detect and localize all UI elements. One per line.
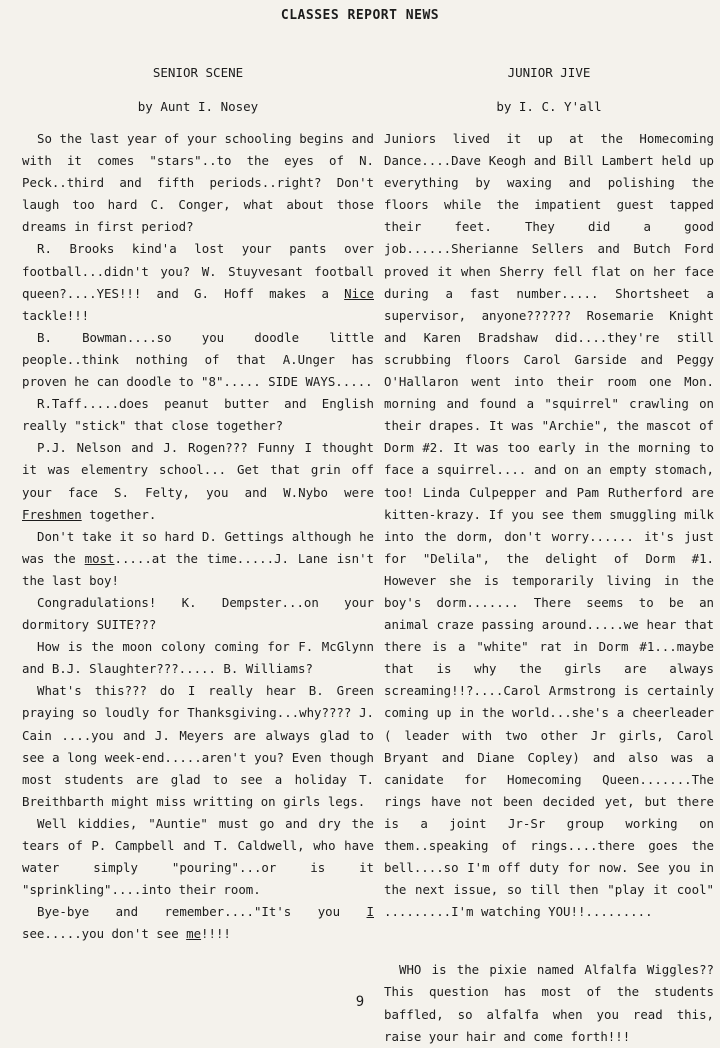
senior-paragraph: How is the moon colony coming for F. McGlynn and B.J. Slaughter???..... B. Williams?	[22, 639, 374, 677]
junior-jive-title: JUNIOR JIVE	[507, 65, 591, 80]
junior-paragraph: Juniors lived it up at the Homecoming Dance....Dave Keogh and Bill Lambert held up everything by waxing and polishing the floors while the impatient guest tapped their feet. They did a good job......Sherianne Sellers and Butch Ford proved it when Sherry fell flat on her face during a fast number..... Shortsheet a supervisor, anyone?????? Rosemarie Knight and Karen Bradshaw did....they're still scrubbing floors Carol Garside and Peggy O'Hallaron went into their room one Mon. morning and found a "squirrel" crawling on their drapes. It was "Archie", the mascot of Dorm #2. It was too early in the morning to face a squirrel.... and on an empty stomach, too! Linda Culpepper and Pam Rutherford are kitten-krazy. If you see them smuggling milk into the dorm, don't worry...... it's just for "Delila", the delight of Dorm #1. However she is temporarily living in the boy's dorm....... There seems to be an animal craze passing around.....we hear that there is a "white" rat in Dorm #1...maybe that is why the girls are always screaming!!?....Carol Armstrong is certainly coming up in the world...she's a cheerleader ( leader with two other Jr girls, Carol Bryant and Diane Copley) and also was a canidate for Homecoming Queen.......The rings have not been decided yet, but there is a joint Jr-Sr group working on them..speaking of rings....there goes the bell....so I'm off duty for now. See you in the next issue, so till then "play it cool" .........I'm watching YOU!!.........	[384, 131, 714, 920]
senior-paragraph: Don't take it so hard D. Gettings although he was the most.....at the time.....J. Lane isn't the last boy!	[22, 528, 375, 588]
senior-paragraph: What's this??? do I really hear B. Green praying so loudly for Thanksgiving...why???? J. Cain ....you and J. Meyers are always glad to see a long week-end.....aren't you? Even though most students are glad to see a holiday T. Breithbarth might miss writting on girls legs.	[22, 683, 374, 809]
senior-paragraph: B. Bowman....so you doodle little people..think nothing of that A.Unger has proven he can doodle to "8"..... SIDE WAYS.....	[22, 329, 374, 390]
senior-paragraph: P.J. Nelson and J. Rogen??? Funny I thought it was elementry school... Get that grin off your face S. Felty, you and W.Nybo were Freshmen together.	[22, 440, 374, 522]
senior-paragraph: R. Brooks kind'a lost your pants over football...didn't you? W. Stuyvesant football queen?....YES!!! and G. Hoff makes a Nice tackle!!!	[22, 241, 374, 323]
underlined-word: Nice	[344, 285, 374, 301]
senior-scene-byline: by Aunt I. Nosey	[137, 99, 259, 114]
underlined-word: me	[186, 926, 202, 942]
senior-paragraph: Bye-bye and remember...."It's you I see.....you don't see me!!!!	[22, 904, 374, 942]
underlined-word: I	[366, 904, 374, 920]
senior-scene-column	[22, 62, 374, 945]
senior-paragraph: So the last year of your schooling begins and with it comes "stars"..to the eyes of N. Peck..third and fifth periods..right? Don't laugh too hard C. Conger, what about those dreams in first period?	[22, 131, 374, 235]
page-header: CLASSES REPORT NEWS	[280, 8, 440, 23]
senior-paragraph: Congradulations! K. Dempster...on your dormitory SUITE???	[22, 594, 374, 633]
underlined-word: most	[84, 550, 115, 566]
senior-paragraph: R.Taff.....does peanut butter and English really "stick" that close together?	[22, 396, 374, 434]
junior-jive-column	[384, 62, 714, 1048]
page-number: 9	[355, 994, 365, 1010]
underlined-word: Freshmen	[22, 506, 82, 522]
junior-jive-byline: by I. C. Y'all	[496, 99, 602, 114]
senior-scene-title: SENIOR SCENE	[152, 65, 244, 80]
senior-paragraph: Well kiddies, "Auntie" must go and dry the tears of P. Campbell and T. Caldwell, who have water simply "pouring"...or is it "sprinkling"....into their room.	[22, 815, 374, 898]
alfalfa-wiggles-note: WHO is the pixie named Alfalfa Wiggles?? This question has most of the students baffled, so alfalfa when you read this, raise your hair and come forth!!!	[384, 962, 714, 1044]
